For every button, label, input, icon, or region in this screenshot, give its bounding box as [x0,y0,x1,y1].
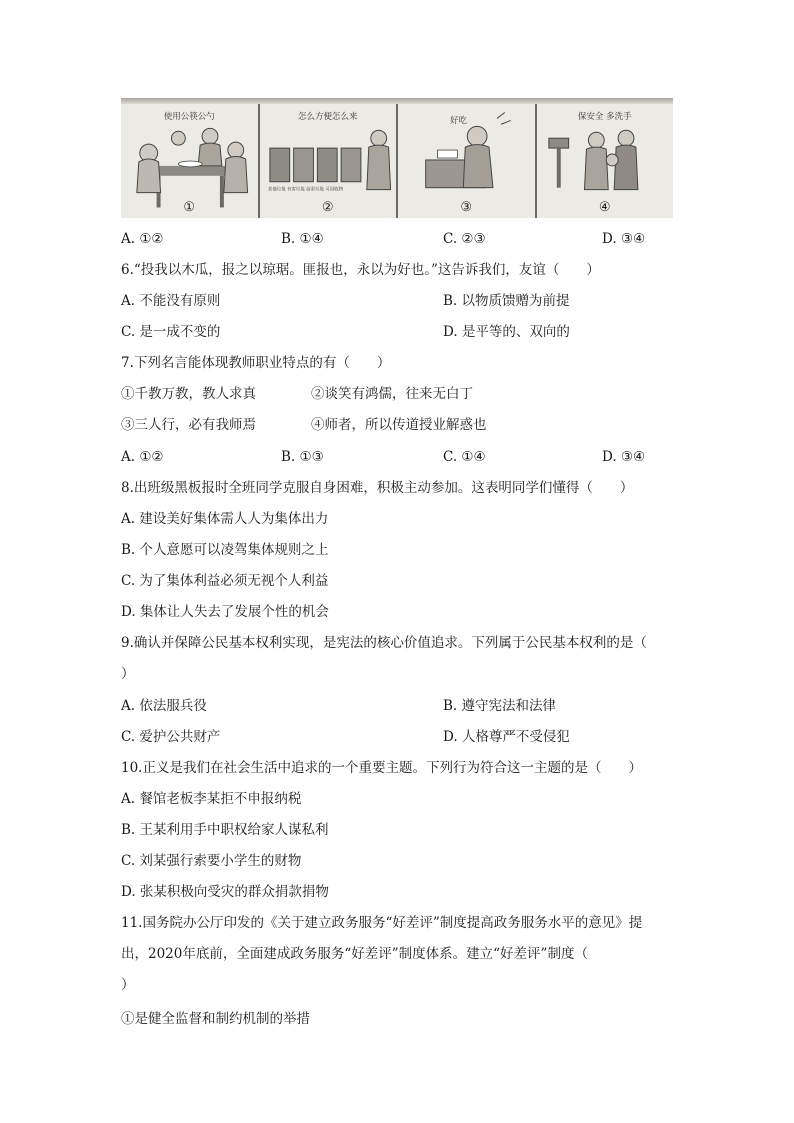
q10-option-c: C. 刘某强行索要小学生的财物 [121,853,302,869]
comic-panel-1 [121,98,260,218]
q11-stem-line-2: 出，2020年底前，全面建成政务服务“好差评”制度体系。建立“好差评”制度（ [121,946,588,962]
panel-number: ③ [460,200,473,215]
q11-stem-line-3: ） [121,977,135,993]
q10-option-b: B. 王某利用手中职权给家人谋私利 [121,822,329,838]
q5-option-c: C. ②③ [443,231,486,247]
q7-option-d: D. ③④ [602,449,646,465]
q7-item-3: ③三人行，必有我师焉 [121,417,256,433]
q8-option-b: B. 个人意愿可以凌驾集体规则之上 [121,542,329,558]
q7-item-4: ④师者，所以传道授业解惑也 [311,417,487,433]
panel-caption: 保安全 多洗手 [577,112,632,122]
q7-option-b: B. ①③ [281,449,324,465]
q7-option-a: A. ①② [121,449,164,465]
figure-top-edge [121,98,673,104]
comic-panel-3 [398,98,537,218]
q9-stem-line-1: 9.确认并保障公民基本权利实现，是宪法的核心价值追求。下列属于公民基本权利的是（ [121,635,647,651]
q6-option-d: D. 是平等的、双向的 [443,324,570,340]
comic-panel-4 [537,98,674,218]
q7-item-1: ①千教万教，教人求真 [121,386,256,402]
q8-option-a: A. 建设美好集体需人人为集体出力 [121,511,329,527]
q5-option-b: B. ①④ [281,231,324,247]
q11-stem-line-1: 11.国务院办公厅印发的《关于建立政务服务“好差评”制度提高政务服务水平的意见》提 [121,915,643,931]
q10-option-d: D. 张某积极向受灾的群众捐款捐物 [121,884,329,900]
q6-stem: 6.“投我以木瓜，报之以琼琚。匪报也，永以为好也。”这告诉我们，友谊（ ） [121,262,600,278]
q9-option-c: C. 爱护公共财产 [121,729,221,745]
q7-item-2: ②谈笑有鸿儒，往来无白丁 [311,386,473,402]
panel-number: ① [183,200,196,215]
q7-stem: 7.下列名言能体现教师职业特点的有（ ） [121,355,391,371]
q8-stem: 8.出班级黑板报时全班同学克服自身困难，积极主动参加。这表明同学们懂得（ ） [121,480,634,496]
comic-panel-2 [260,98,399,218]
q8-option-c: C. 为了集体利益必须无视个人利益 [121,573,329,589]
panel-caption: 怎么方便怎么来 [297,112,358,122]
q6-option-b: B. 以物质馈赠为前提 [443,293,570,309]
panel-number: ④ [598,200,611,215]
comic-strip-figure [121,98,673,218]
q9-option-a: A. 依法服兵役 [121,698,207,714]
q5-option-d: D. ③④ [602,231,646,247]
q7-option-c: C. ①④ [443,449,486,465]
q10-stem: 10.正义是我们在社会生活中追求的一个重要主题。下列行为符合这一主题的是（ ） [121,760,642,776]
q5-option-a: A. ①② [121,231,164,247]
q10-option-a: A. 餐馆老板李某拒不申报纳税 [121,791,302,807]
q6-option-c: C. 是一成不变的 [121,324,221,340]
q9-option-d: D. 人格尊严不受侵犯 [443,729,570,745]
q11-item-1: ①是健全监督和制约机制的举措 [121,1011,310,1027]
panel-caption: 好吃 [450,116,468,126]
bin-labels: 其他垃圾 有害垃圾 厨余垃圾 可回收物 [267,187,343,193]
q6-option-a: A. 不能没有原则 [121,293,221,309]
q9-option-b: B. 遵守宪法和法律 [443,698,557,714]
panel-caption: 使用公筷公勺 [163,112,215,122]
q9-stem-line-2: ） [121,666,135,682]
q8-option-d: D. 集体让人失去了发展个性的机会 [121,604,329,620]
panel-number: ② [321,200,334,215]
